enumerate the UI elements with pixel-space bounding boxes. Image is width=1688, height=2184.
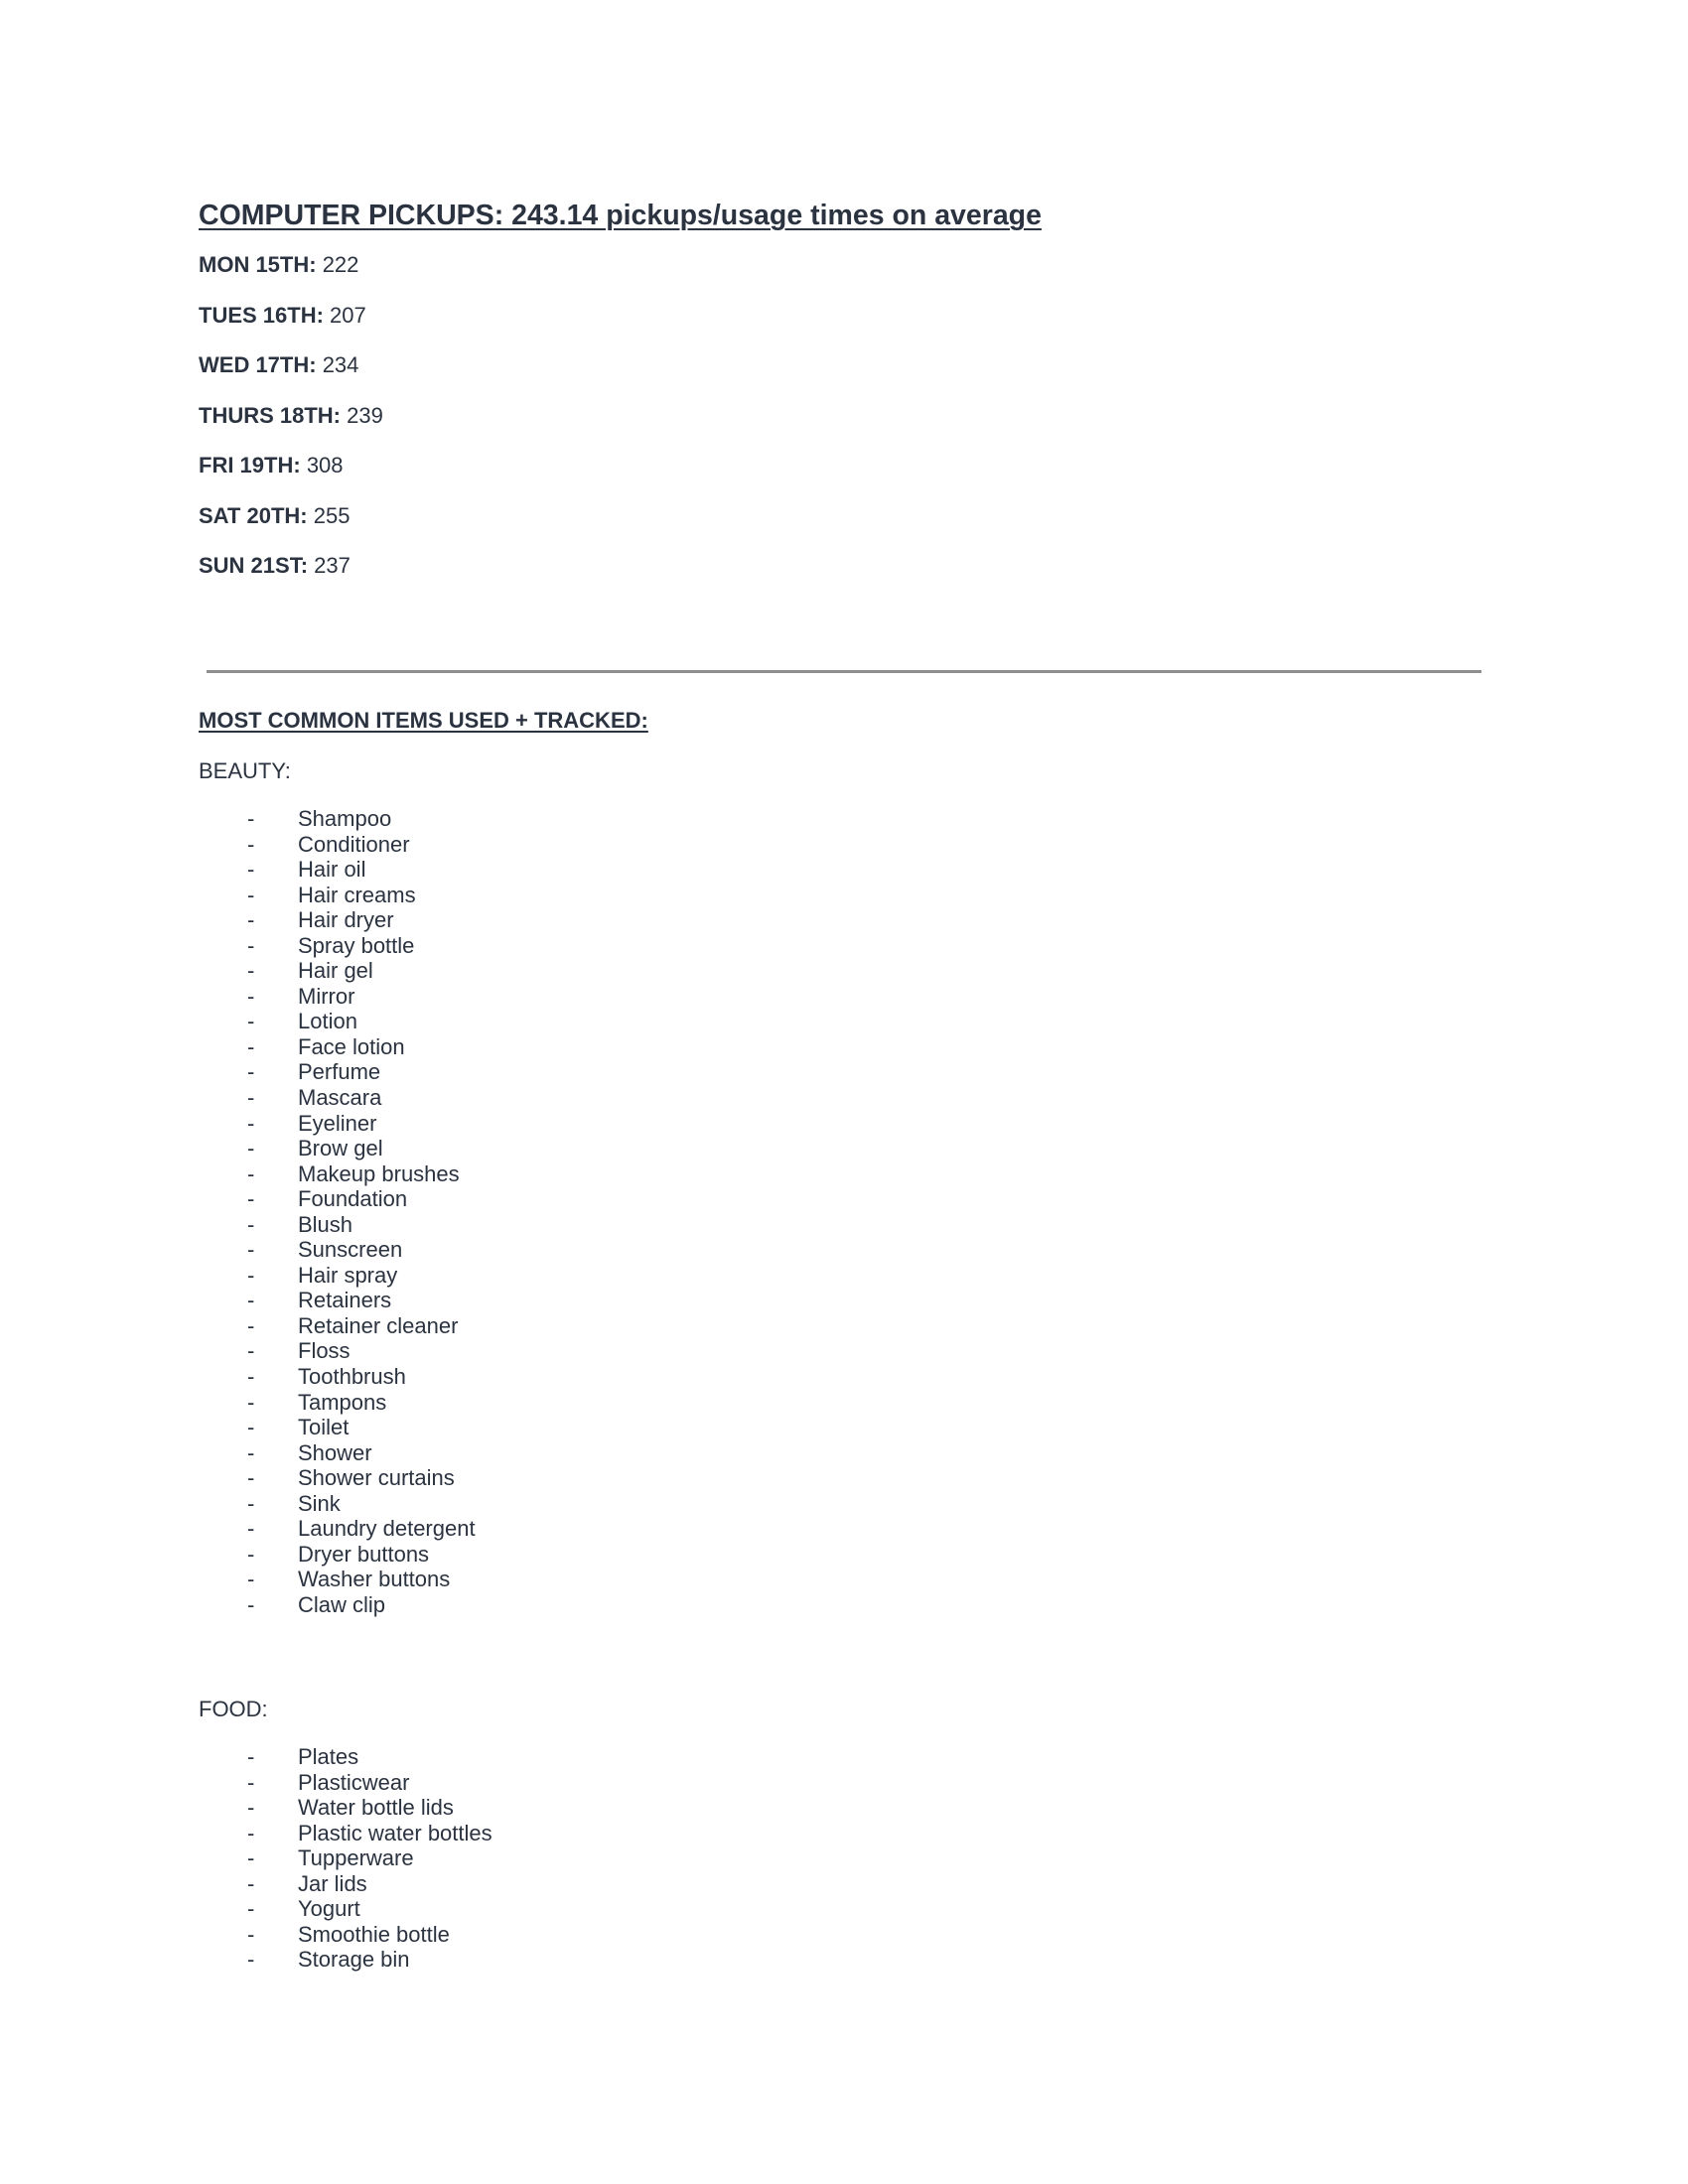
list-item-text: Water bottle lids [298,1795,454,1821]
daily-pickups-list [199,249,894,601]
list-item-text: Face lotion [298,1033,405,1059]
dash-bullet: - [247,1085,255,1111]
list-item-text: Shower [298,1439,372,1465]
dash-bullet: - [247,1490,255,1516]
list-item-text: Jar lids [298,1870,367,1896]
dash-bullet: - [247,857,255,883]
list-item-text: Toothbrush [298,1364,406,1390]
dash-bullet: - [247,806,255,831]
list-item-text: Tupperware [298,1845,414,1871]
day-row [199,550,894,601]
list-item-text: Plasticwear [298,1769,410,1795]
day-row [199,349,894,400]
list-item-text: Shower curtains [298,1465,455,1491]
day-value: 237 [314,553,351,578]
dash-bullet: - [247,1389,255,1415]
list-item-text: Hair dryer [298,907,394,933]
dash-bullet: - [247,1795,255,1821]
dash-bullet: - [247,1820,255,1845]
day-row [199,400,894,451]
dash-bullet: - [247,1110,255,1136]
list-item-text: Sink [298,1490,341,1516]
dash-bullet: - [247,1059,255,1085]
list-item-text: Yogurt [298,1896,360,1922]
day-row [199,450,894,500]
list-item-text: Dryer buttons [298,1541,430,1567]
day-label: FRI 19TH: [199,453,301,478]
day-value: 255 [313,502,351,528]
category-heading-food: FOOD: [199,1697,268,1721]
list-item-text: Lotion [298,1009,357,1034]
dash-bullet: - [247,1896,255,1922]
dash-bullet: - [247,1769,255,1795]
dash-bullet: - [247,1947,255,1973]
list-item-text: Makeup brushes [298,1160,460,1186]
list-item-text: Mascara [298,1085,382,1111]
list-item-text: Plastic water bottles [298,1820,492,1845]
dash-bullet: - [247,958,255,984]
day-row [199,249,894,300]
day-row [199,500,894,551]
list-item-text: Foundation [298,1186,408,1212]
dash-bullet: - [247,1262,255,1288]
day-value: 239 [347,402,383,428]
list-item-text: Retainer cleaner [298,1312,459,1338]
category-heading-beauty: BEAUTY: [199,758,291,783]
dash-bullet: - [247,831,255,857]
list-item-text: Perfume [298,1059,381,1085]
horizontal-divider [207,670,1481,673]
day-label: SUN 21ST: [199,553,309,578]
dash-bullet: - [247,1567,255,1592]
dash-bullet: - [247,1516,255,1542]
dash-bullet: - [247,1009,255,1034]
list-item-text: Spray bottle [298,932,415,958]
list-item-text: Smoothie bottle [298,1921,450,1947]
day-value: 222 [322,252,359,277]
list-item-text: Sunscreen [298,1237,403,1263]
items-section-title: MOST COMMON ITEMS USED + TRACKED: [199,708,648,733]
list-item-text: Mirror [298,983,355,1009]
list-item-text: Laundry detergent [298,1516,476,1542]
dash-bullet: - [247,1845,255,1871]
dash-bullet: - [247,1338,255,1364]
list-item-text: Hair gel [298,958,373,984]
day-label: SAT 20TH: [199,502,308,528]
dash-bullet: - [247,1364,255,1390]
dash-bullet: - [247,1033,255,1059]
dash-bullet: - [247,1237,255,1263]
day-value: 308 [306,453,344,478]
day-label: TUES 16TH: [199,302,324,328]
dash-bullet: - [247,907,255,933]
dash-bullet: - [247,1465,255,1491]
list-item-text: Toilet [298,1415,350,1440]
dash-bullet: - [247,1921,255,1947]
list-item-text: Eyeliner [298,1110,377,1136]
day-value: 234 [322,352,359,377]
dash-bullet: - [247,1160,255,1186]
day-row [199,300,894,350]
list-item-text: Washer buttons [298,1567,451,1592]
dash-bullet: - [247,1136,255,1161]
list-item-text: Plates [298,1744,359,1769]
dash-bullet: - [247,1439,255,1465]
day-label: THURS 18TH: [199,402,342,428]
dash-bullet: - [247,1541,255,1567]
list-item-text: Floss [298,1338,351,1364]
dash-bullet: - [247,1211,255,1237]
dash-bullet: - [247,1591,255,1617]
list-item-text: Hair oil [298,857,366,883]
dash-bullet: - [247,1288,255,1313]
list-item-text: Hair creams [298,882,416,907]
dash-bullet: - [247,1744,255,1769]
list-item-text: Brow gel [298,1136,383,1161]
day-label: MON 15TH: [199,252,317,277]
list-item-text: Hair spray [298,1262,398,1288]
list-item-text: Shampoo [298,806,392,831]
dash-bullet: - [247,1186,255,1212]
day-value: 207 [330,302,366,328]
dash-bullet: - [247,882,255,907]
dash-bullet: - [247,983,255,1009]
list-item-text: Storage bin [298,1947,410,1973]
list-item-text: Claw clip [298,1591,386,1617]
list-item-text: Conditioner [298,831,410,857]
list-item-text: Blush [298,1211,353,1237]
dash-bullet: - [247,932,255,958]
day-label: WED 17TH: [199,352,317,377]
dash-bullet: - [247,1312,255,1338]
dash-bullet: - [247,1415,255,1440]
page-title: COMPUTER PICKUPS: 243.14 pickups/usage times on average [199,200,1042,231]
dash-bullet: - [247,1870,255,1896]
list-item-text: Tampons [298,1389,387,1415]
list-item-text: Retainers [298,1288,392,1313]
